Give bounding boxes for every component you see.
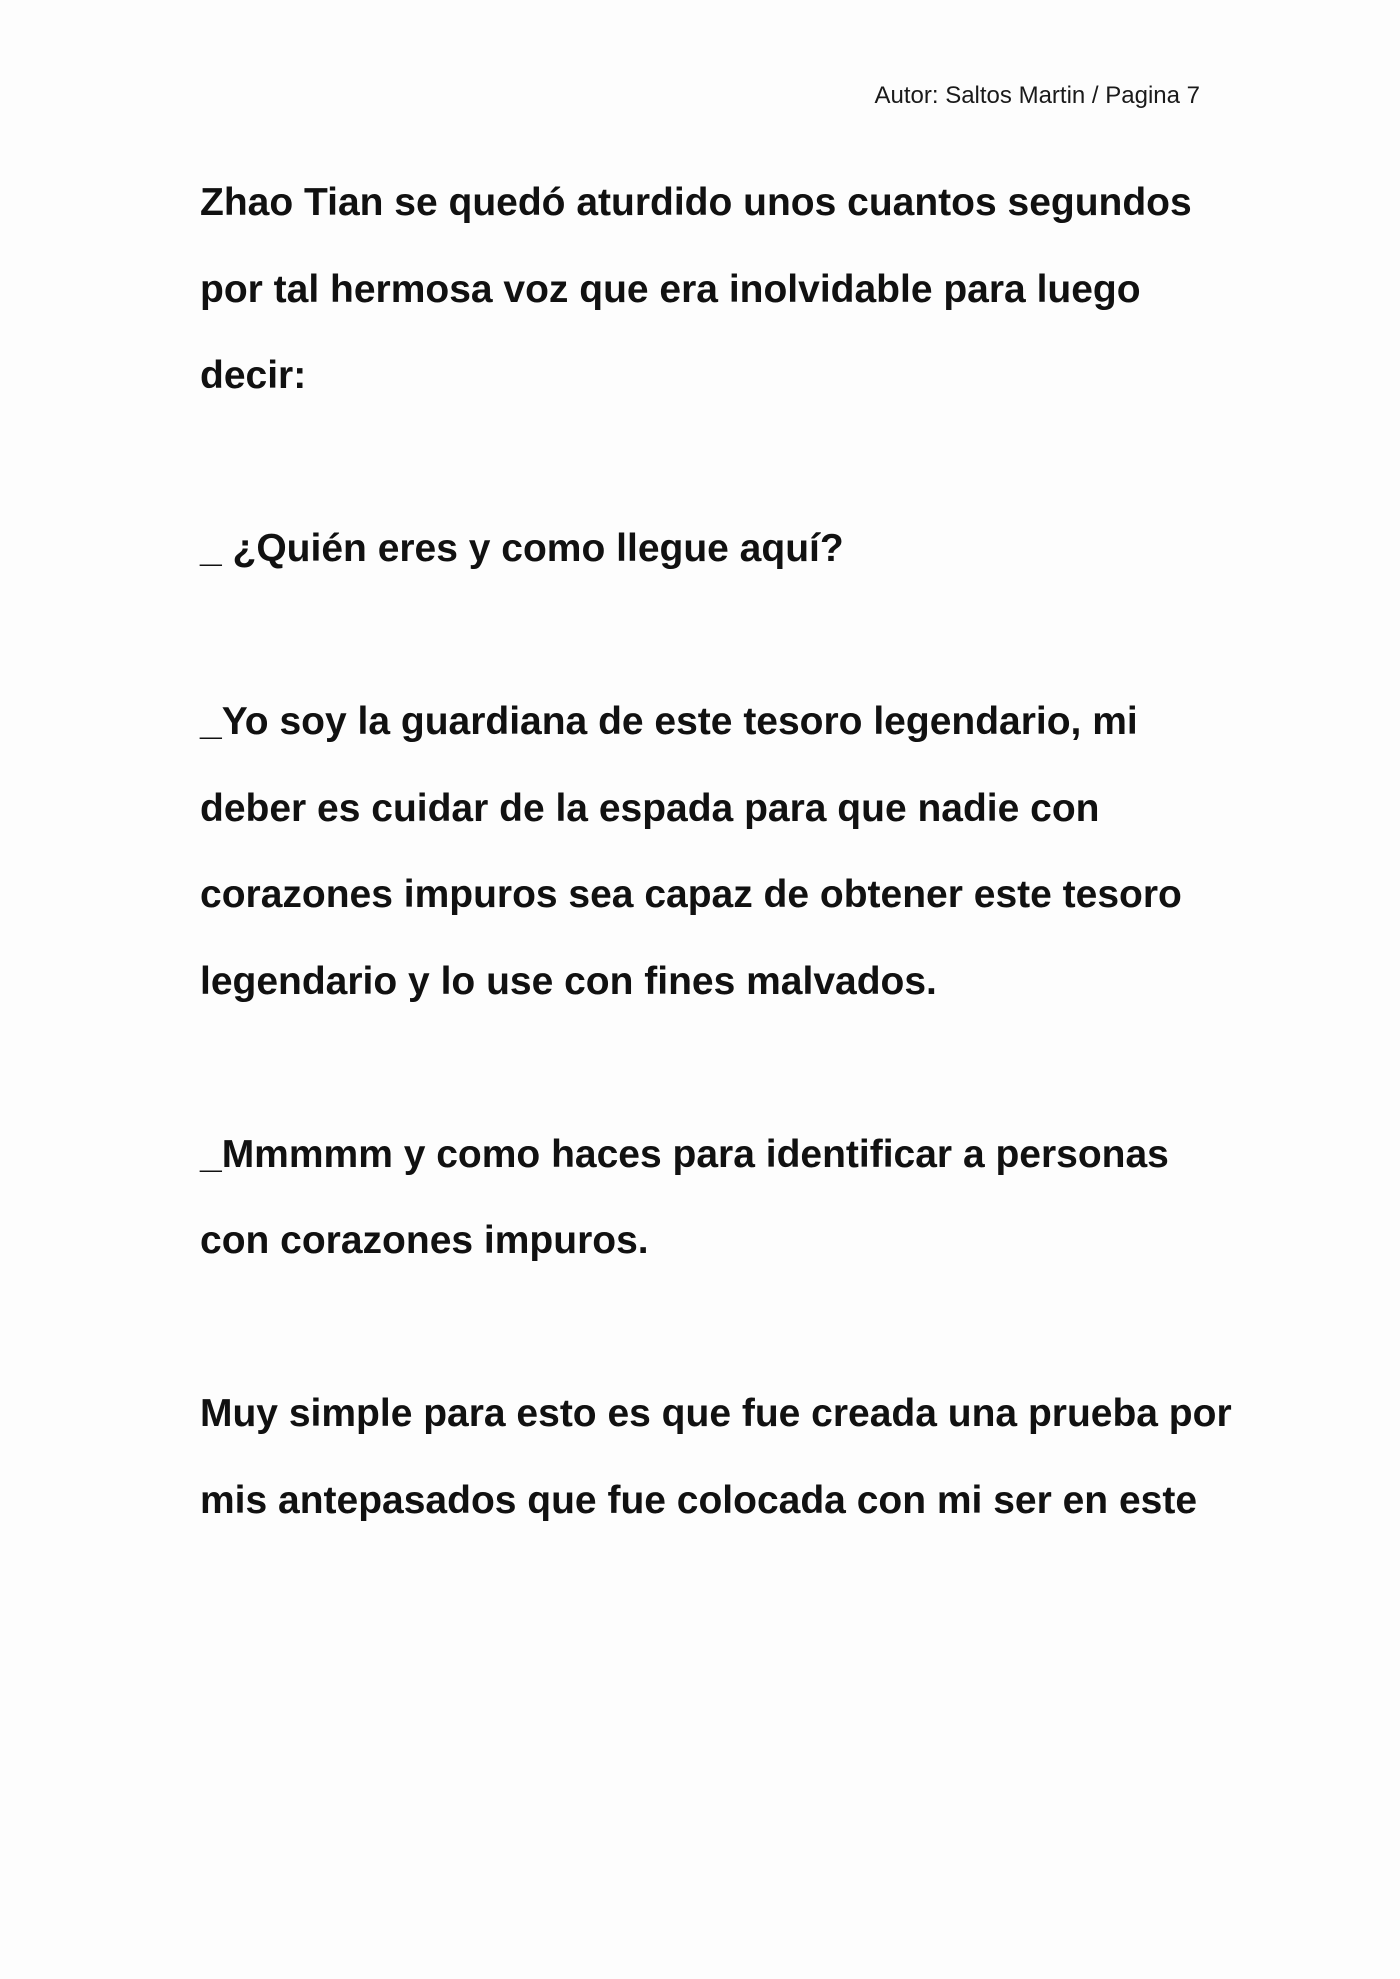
paragraph	[200, 679, 1210, 1025]
text-line: deber es cuidar de la espada para que nadie con	[200, 786, 1100, 830]
text-line: Muy simple para esto es que fue creada una prueba por	[200, 1392, 1232, 1435]
document-body	[200, 160, 1232, 1544]
text-line: Zhao Tian se quedó aturdido unos cuantos segundos	[200, 181, 1192, 224]
page-header: Autor: Saltos Martin / Pagina 7	[874, 82, 1200, 109]
text-line: _ ¿Quién eres y como llegue aquí?	[200, 527, 844, 570]
text-line: decir:	[200, 354, 307, 397]
paragraph-spacer	[200, 593, 1210, 680]
paragraph-spacer	[200, 1285, 1210, 1372]
text-line: mis antepasados que fue colocada con mi ser en este	[200, 1478, 1198, 1522]
text-line: corazones impuros sea capaz de obtener este tesoro	[200, 873, 1182, 916]
paragraph	[200, 1112, 1210, 1285]
paragraph	[200, 1371, 1232, 1544]
text-line: _Yo soy la guardiana de este tesoro legendario, mi	[200, 700, 1138, 743]
text-line: legendario y lo use con fines malvados.	[200, 959, 937, 1003]
paragraph-spacer	[200, 1025, 1210, 1112]
paragraph	[200, 160, 1210, 420]
text-line: con corazones impuros.	[200, 1219, 649, 1262]
text-line: _Mmmmm y como haces para identificar a personas	[200, 1132, 1169, 1176]
paragraph	[200, 506, 1210, 593]
text-line: por tal hermosa voz que era inolvidable para luego	[200, 267, 1141, 311]
paragraph-spacer	[200, 420, 1210, 507]
